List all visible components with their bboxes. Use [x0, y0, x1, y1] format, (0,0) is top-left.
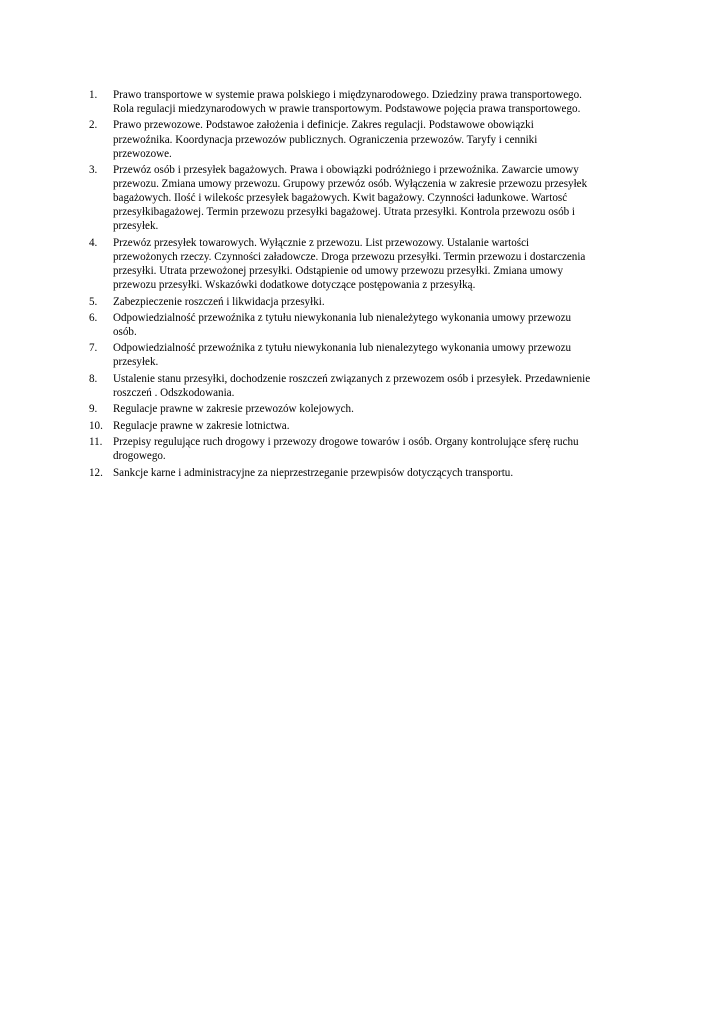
item-text: Zabezpieczenie roszczeń i likwidacja przesyłki.	[113, 295, 325, 308]
topic-list	[89, 88, 649, 482]
list-item	[89, 341, 649, 369]
item-number: 2.	[89, 119, 98, 132]
list-item	[89, 118, 649, 160]
item-number: 3.	[89, 164, 98, 177]
list-item	[89, 435, 649, 463]
list-item	[89, 163, 649, 233]
item-number: 5.	[89, 295, 98, 308]
item-text: Prawo transportowe w systemie prawa polskiego i międzynarodowego. Dziedziny prawa transportowego. Rola regulacji miedzynarodowych w prawie transportowym. Podstawowe pojęcia prawa transportowego.	[113, 89, 582, 116]
item-text: Przepisy regulujące ruch drogowy i przewozy drogowe towarów i osób. Organy kontrolujące sferę ruchu drogowego.	[113, 436, 579, 463]
item-number: 10.	[89, 419, 103, 432]
item-number: 6.	[89, 311, 98, 324]
item-text: Odpowiedzialność przewoźnika z tytułu niewykonania lub nienalezytego wykonania umowy przewozu przesyłek.	[113, 342, 572, 369]
list-item	[89, 466, 649, 480]
list-item	[89, 295, 649, 309]
list-item	[89, 88, 649, 116]
item-text: Regulacje prawne w zakresie lotnictwa.	[113, 419, 290, 432]
item-number: 4.	[89, 236, 98, 249]
item-number: 11.	[89, 436, 103, 449]
item-number: 1.	[89, 89, 98, 101]
item-text: Sankcje karne i administracyjne za nieprzestrzeganie przewpisów dotyczących transportu.	[113, 466, 514, 479]
item-text: Prawo przewozowe. Podstawoe założenia i definicje. Zakres regulacji. Podstawowe obowiązki przewoźnika. Koordynacja przewozów publicznych. Ograniczenia przewozów. Taryfy i cenniki przewozowe.	[113, 119, 538, 160]
item-text: Przewóz przesyłek towarowych. Wyłącznie z przewozu. List przewozowy. Ustalanie wartości przewożonych rzeczy. Czynności załadowcze. Droga przewozu przesyłki. Termin przewozu i dostarczenia przesyłki. Utrata przewożonej przesyłki. Odstąpienie od umowy przewozu przesyłki. Zmiana umowy przewozu przesyłki. Wskazówki dodatkowe dotyczące postępowania z przesyłką.	[113, 236, 586, 292]
item-text: Regulacje prawne w zakresie przewozów kolejowych.	[113, 403, 354, 416]
item-number: 9.	[89, 403, 98, 416]
list-item	[89, 372, 649, 400]
item-number: 12.	[89, 466, 103, 479]
item-text: Przewóz osób i przesyłek bagażowych. Prawa i obowiązki podróżniego i przewoźnika. Zawarcie umowy przewozu. Zmiana umowy przewozu. Grupowy przewóz osób. Wyłączenia w zakresie przewozu przesyłek bagażowych. Ilość i wilekośc przesyłek bagażowych. Kwit bagażowy. Czynności ładunkowe. Wartosć przesyłkibagażowej. Termin przewozu przesyłki bagażowej. Utrata przesyłki. Kontrola przewozu osób i przesyłek.	[113, 164, 588, 233]
list-item	[89, 402, 649, 416]
list-item	[89, 236, 649, 292]
item-text: Odpowiedzialność przewoźnika z tytułu niewykonania lub nienależytego wykonania umowy przewozu osób.	[113, 311, 572, 338]
list-item	[89, 311, 649, 339]
item-text: Ustalenie stanu przesyłki, dochodzenie roszczeń związanych z przewozem osób i przesyłek. Przedawnienie roszczeń . Odszkodowania.	[113, 372, 591, 399]
item-number: 8.	[89, 372, 98, 385]
list-item	[89, 419, 649, 433]
item-number: 7.	[89, 342, 98, 355]
